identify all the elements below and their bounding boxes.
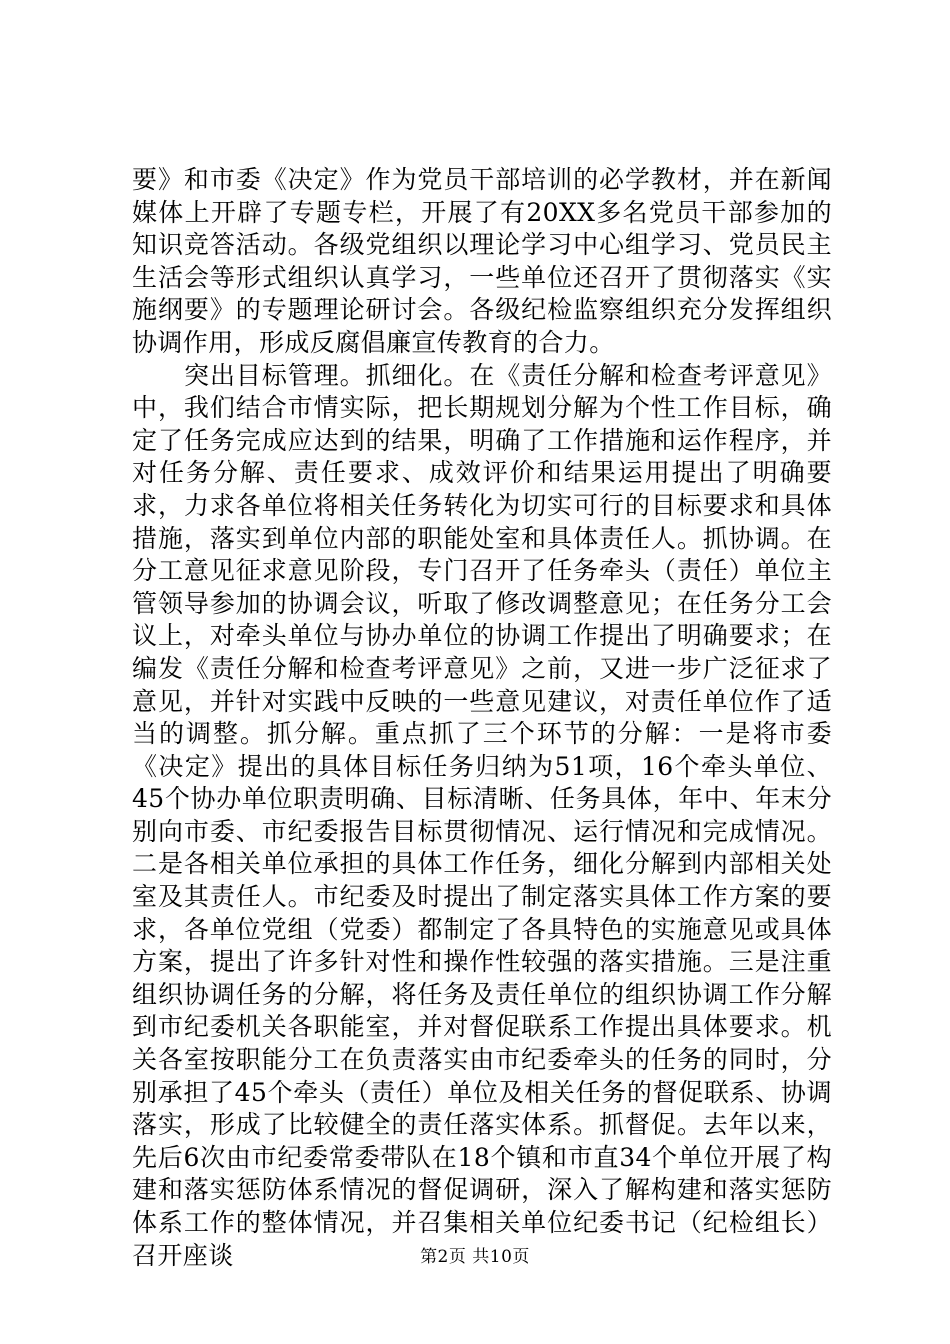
page-footer: 第2页 共10页 (420, 1247, 530, 1267)
paragraph-1: 要》和市委《决定》作为党员干部培训的必学教材，并在新闻媒体上开辟了专题专栏，开展了有20XX多名党员干部参加的知识竞答活动。各级党组织以理论学习中心组学习、党员民主生活会等形式组织认真学习，一些单位还召开了贯彻落实《实施纲要》的专题理论研讨会。各级纪检监察组织充分发挥组织协调作用，形成反腐倡廉宣传教育的合力。 (132, 165, 832, 357)
body-text (132, 164, 832, 1272)
paragraph-2: 突出目标管理。抓细化。在《责任分解和检查考评意见》中，我们结合市情实际，把长期规划分解为个性工作目标，确定了任务完成应达到的结果，明确了工作措施和运作程序，并对任务分解、责任要求、成效评价和结果运用提出了明确要求，力求各单位将相关任务转化为切实可行的目标要求和具体措施，落实到单位内部的职能处室和具体责任人。抓协调。在分工意见征求意见阶段，专门召开了任务牵头（责任）单位主管领导参加的协调会议，听取了修改调整意见；在任务分工会议上，对牵头单位与协办单位的协调工作提出了明确要求；在编发《责任分解和检查考评意见》之前，又进一步广泛征求了意见，并针对实践中反映的一些意见建议，对责任单位作了适当的调整。抓分解。重点抓了三个环节的分解：一是将市委《决定》提出的具体目标任务归纳为51项，16个牵头单位、45个协办单位职责明确、目标清晰、任务具体，年中、年末分别向市委、市纪委报告目标贯彻情况、运行情况和完成情况。二是各相关单位承担的具体工作任务，细化分解到内部相关处室及其责任人。市纪委及时提出了制定落实具体工作方案的要求，各单位党组（党委）都制定了各具特色的实施意见或具体方案，提出了许多针对性和操作性较强的落实措施。三是注重组织协调任务的分解，将任务及责任单位的组织协调工作分解到市纪委机关各职能室，并对督促联系工作提出具体要求。机关各室按职能分工在负责落实由市纪委牵头的任务的同时，分别承担了45个牵头（责任）单位及相关任务的督促联系、协调落实，形成了比较健全的责任落实体系。抓督促。去年以来，先后6次由市纪委常委带队在18个镇和市直34个单位开展了构建和落实惩防体系情况的督促调研，深入了解构建和落实惩防体系工作的整体情况，并召集相关单位纪委书记（纪检组长）召开座谈 (132, 360, 832, 1270)
